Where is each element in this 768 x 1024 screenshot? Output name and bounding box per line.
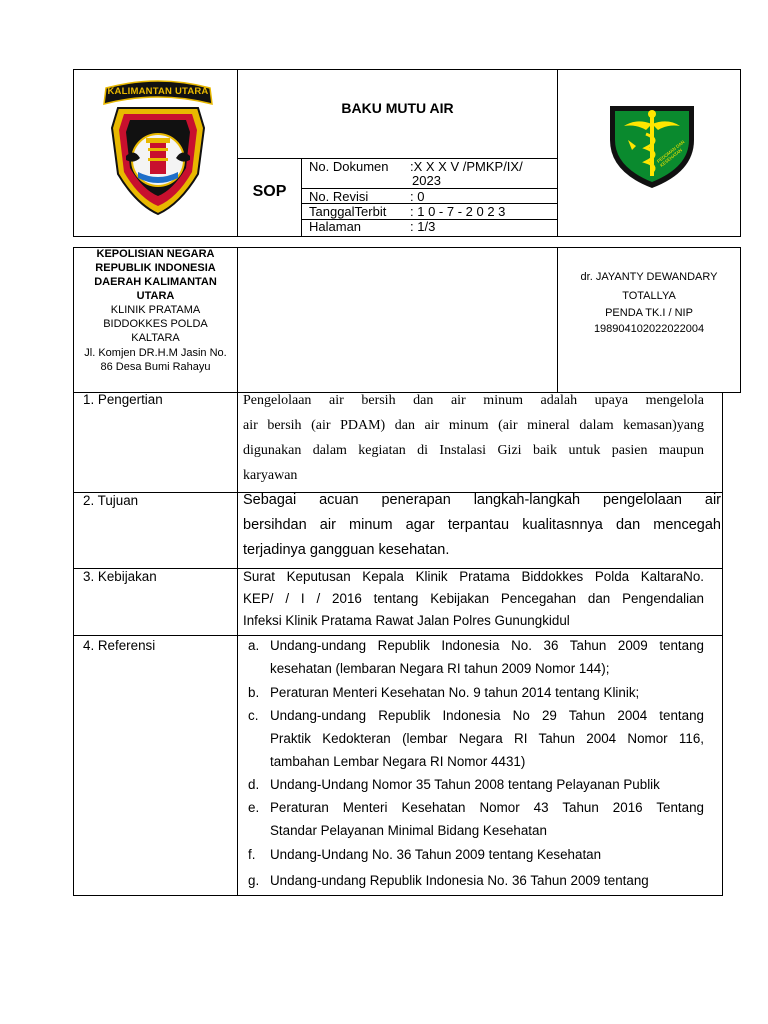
ref-letter: a. <box>248 638 260 653</box>
pengertian-line: air bersih (air PDAM) dan air minum (air mineral dalam kemasan)yang <box>243 418 704 433</box>
document-title: BAKU MUTU AIR <box>341 100 454 116</box>
meta-page-label: Halaman <box>309 219 362 234</box>
meta-doc-value: :X X X V /PMKP/IX/ <box>410 159 523 174</box>
tujuan-line: terjadinya gangguan kesehatan. <box>243 542 450 558</box>
signatory-name: dr. JAYANTY DEWANDARY <box>580 271 718 283</box>
ref-line: tambahan Lembar Negara RI Nomor 4431) <box>270 754 526 769</box>
section-label-pengertian: 1. Pengertian <box>83 392 163 407</box>
tujuan-line: Sebagai acuan penerapan langkah-langkah pengelolaan air <box>243 492 721 508</box>
institution-line: KLINIK PRATAMA <box>110 304 201 316</box>
ref-letter: b. <box>248 685 260 700</box>
institution-line: Jl. Komjen DR.H.M Jasin No. <box>84 347 227 359</box>
logo-banner-text: KALIMANTAN UTARA <box>107 86 209 97</box>
institution-line: REPUBLIK INDONESIA <box>95 262 216 274</box>
ref-line: Standar Pelayanan Minimal Bidang Kesehatan <box>270 823 547 838</box>
meta-doc-value-2: 2023 <box>412 173 441 188</box>
sop-label: SOP <box>252 183 287 200</box>
ref-line: Undang-undang Republik Indonesia No. 36 Tahun 2009 tentang <box>270 873 649 888</box>
tujuan-line: bersihdan air minum agar terpantau kualitasnnya dan mencegah <box>243 517 721 533</box>
ref-letter: g. <box>248 873 260 888</box>
section-label-referensi: 4. Referensi <box>83 638 156 653</box>
institution-line: KEPOLISIAN NEGARA <box>96 248 215 260</box>
pengertian-line: Pengelolaan air bersih dan air minum adalah upaya mengelola <box>243 393 704 408</box>
institution-line: DAERAH KALIMANTAN <box>94 276 217 288</box>
kaltara-police-logo <box>100 78 216 218</box>
kebijakan-line: KEP/ / I / 2016 tentang Kebijakan Pencegahan dan Pengendalian <box>243 591 704 606</box>
ref-line: kesehatan (lembaran Negara RI tahun 2009 Nomor 144); <box>270 661 610 676</box>
signatory-rank: PENDA TK.I / NIP <box>605 307 693 319</box>
institution-line: UTARA <box>136 290 175 302</box>
institution-line: KALTARA <box>131 332 180 344</box>
meta-date-value: : 1 0 - 7 - 2 0 2 3 <box>410 204 506 219</box>
section-label-tujuan: 2. Tujuan <box>83 493 139 508</box>
signatory-nip: 198904102022022004 <box>593 323 705 335</box>
ref-line: Undang-Undang Nomor 35 Tahun 2008 tentang Pelayanan Publik <box>270 777 660 792</box>
section-label-kebijakan: 3. Kebijakan <box>83 569 157 584</box>
ref-line: Undang-undang Republik Indonesia No 29 Tahun 2004 tentang <box>270 708 704 723</box>
meta-doc-label: No. Dokumen <box>309 159 389 174</box>
ref-line: Undang-Undang No. 36 Tahun 2009 tentang Kesehatan <box>270 847 602 862</box>
meta-rev-value: : 0 <box>410 189 425 204</box>
kebijakan-line: Surat Keputusan Kepala Klinik Pratama Biddokkes Polda KaltaraNo. <box>243 569 704 584</box>
meta-page-value: : 1/3 <box>410 219 436 234</box>
meta-rev-label: No. Revisi <box>309 189 369 204</box>
emblem-text: PEDOMAN DAN KESEHATAN <box>656 139 686 168</box>
ref-letter: f. <box>248 847 256 862</box>
health-emblem-logo <box>606 100 698 190</box>
pengertian-line: karyawan <box>243 468 298 483</box>
ref-line: Peraturan Menteri Kesehatan Nomor 43 Tahun 2016 Tentang <box>270 800 704 815</box>
ref-line: Peraturan Menteri Kesehatan No. 9 tahun 2014 tentang Klinik; <box>270 685 640 700</box>
ref-line: Undang-undang Republik Indonesia No. 36 Tahun 2009 tentang <box>270 638 704 653</box>
institution-line: 86 Desa Bumi Rahayu <box>100 361 211 373</box>
ref-letter: d. <box>248 777 260 792</box>
meta-date-label: TanggalTerbit <box>309 204 387 219</box>
kebijakan-line: Infeksi Klinik Pratama Rawat Jalan Polres Gunungkidul <box>243 613 570 628</box>
institution-line: BIDDOKKES POLDA <box>103 318 208 330</box>
ref-line: Praktik Kedokteran (lembar Negara RI Tahun 2004 Nomor 116, <box>270 731 704 746</box>
ref-letter: c. <box>248 708 259 723</box>
pengertian-line: digunakan dalam kegiatan di Instalasi Gizi baik untuk pasien maupun <box>243 443 704 458</box>
ref-letter: e. <box>248 800 260 815</box>
signatory-name-2: TOTALLYA <box>622 290 676 302</box>
